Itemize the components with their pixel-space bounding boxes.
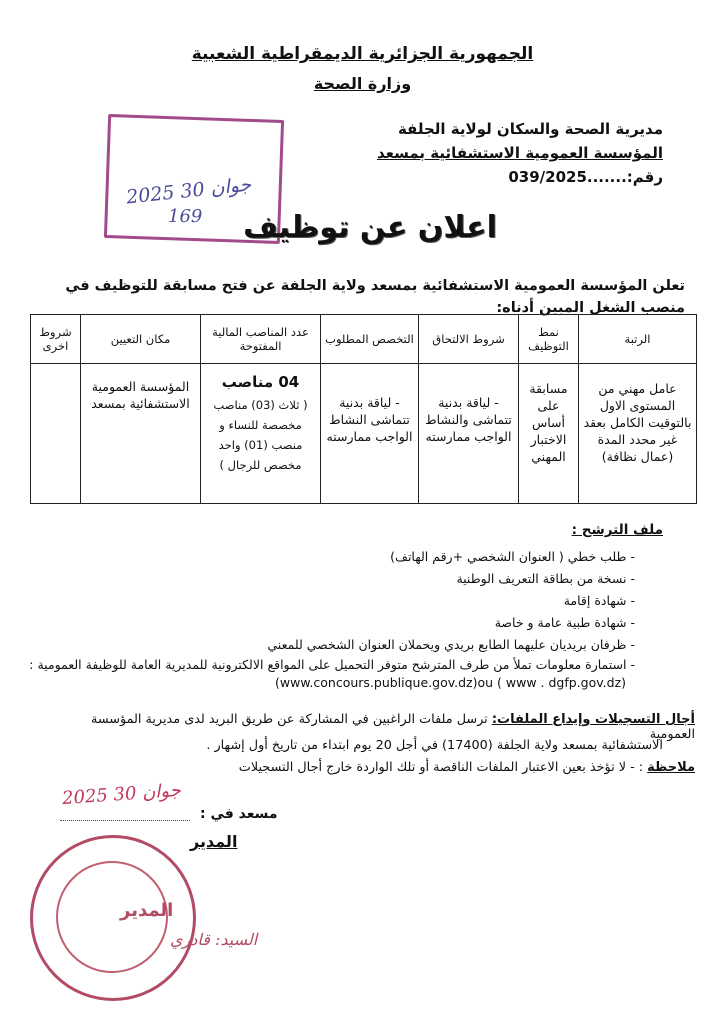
header-rank: الرتبة [579,315,697,364]
director-title: المدير [190,832,238,851]
header-place: مكان التعيين [81,315,201,364]
header-specialty: التخصص المطلوب [321,315,419,364]
file-item: - استمارة معلومات تملأ من طرف المترشح متوفر التحميل على المواقع الالكترونية للمديرية العامة للوظيفة العمومية : [29,657,635,672]
date-dotted-line [60,820,190,821]
table-header-row [31,315,697,364]
file-item: - نسخة من بطاقة التعريف الوطنية [456,571,635,586]
cell-other [31,364,81,504]
cell-positions [201,364,321,504]
file-item: - شهادة طبية عامة و خاصة [494,615,635,630]
website-links: (www.concours.publique.gov.dz)ou ( www . dgfp.gov.dz) [275,675,627,690]
deadline-text-2: الاستشفائية بمسعد ولاية الجلفة (17400) في أجل 20 يوم ابتداء من تاريخ أول إشهار . [206,738,663,753]
intro-paragraph: تعلن المؤسسة العمومية الاستشفائية بمسعد ولاية الجلفة عن فتح مسابقة للتوظيف في منصب الشغل المبين أدناه: [65,278,685,316]
reference-year: 2025 [545,168,587,186]
stamp-number: 169 [168,206,203,227]
round-stamp-name: السيد: قادري [170,930,258,949]
handwritten-date: 2025 جوان 30 [61,779,182,810]
republic-header: الجمهورية الجزائرية الديمقراطية الشعبية [191,44,534,64]
institution-name: المؤسسة العمومية الاستشفائية بمسعد [376,144,663,162]
file-item: - شهادة إقامة [563,593,635,608]
note-label: ملاحظة [647,760,695,775]
place-date-label: مسعد في : [200,806,278,822]
header-mode: نمط التوظيف [519,315,579,364]
round-stamp-center: المدير [120,900,174,921]
reference-number: .......039/ [508,168,627,186]
ministry-header: وزارة الصحة [313,74,412,93]
file-item: - ظرفان بريديان عليهما الطابع بريدي ويحملان العنوان الشخصي للمعني [267,637,635,652]
announcement-title: اعلان عن توظيف [243,210,497,245]
cell-place: المؤسسة العمومية الاستشفائية بمسعد [81,364,201,504]
cell-specialty: - لياقة بدنية تتماشى النشاط الواجب ممارسته [321,364,419,504]
note-text: : - لا تؤخذ بعين الاعتبار الملفات الناقصة أو تلك الواردة خارج أجال التسجيلات [238,760,644,775]
header-positions: عدد المناصب المالية المفتوحة [201,315,321,364]
reference-label: رقم: [626,168,663,186]
file-item: - طلب خطي ( العنوان الشخصي +رقم الهاتف) [390,549,635,564]
deadline-text-1: ترسل ملفات الراغبين في المشاركة عن طريق البريد لدى مديرية المؤسسة العمومية [90,712,695,742]
cell-rank: عامل مهني من المستوى الاول بالتوقيت الكامل بعقد غير محدد المدة (عمال نظافة) [579,364,697,504]
note-line [45,760,695,775]
file-section-title: ملف الترشح : [571,522,663,538]
cell-mode: مسابقة على أساس الاختبار المهني [519,364,579,504]
stamp-date: 2025 جوان 30 [125,173,253,209]
positions-count: 04 مناصب [221,373,300,391]
deadline-label: أجال التسجيلات وإيداع الملفات: [491,712,695,727]
cell-conditions: - لياقة بدنية تتماشى والنشاط الواجب ممارسته [419,364,519,504]
header-other: شروط اخرى [31,315,81,364]
jobs-table [30,314,697,504]
table-row [31,364,697,504]
positions-detail: ( ثلاث (03) مناصب مخصصة للنساء و منصب (01) واحد مخصص للرجال ) [213,398,308,472]
directorate-name: مديرية الصحة والسكان لولاية الجلفة [397,120,663,138]
reference-line [508,168,663,186]
header-conditions: شروط الالتحاق [419,315,519,364]
